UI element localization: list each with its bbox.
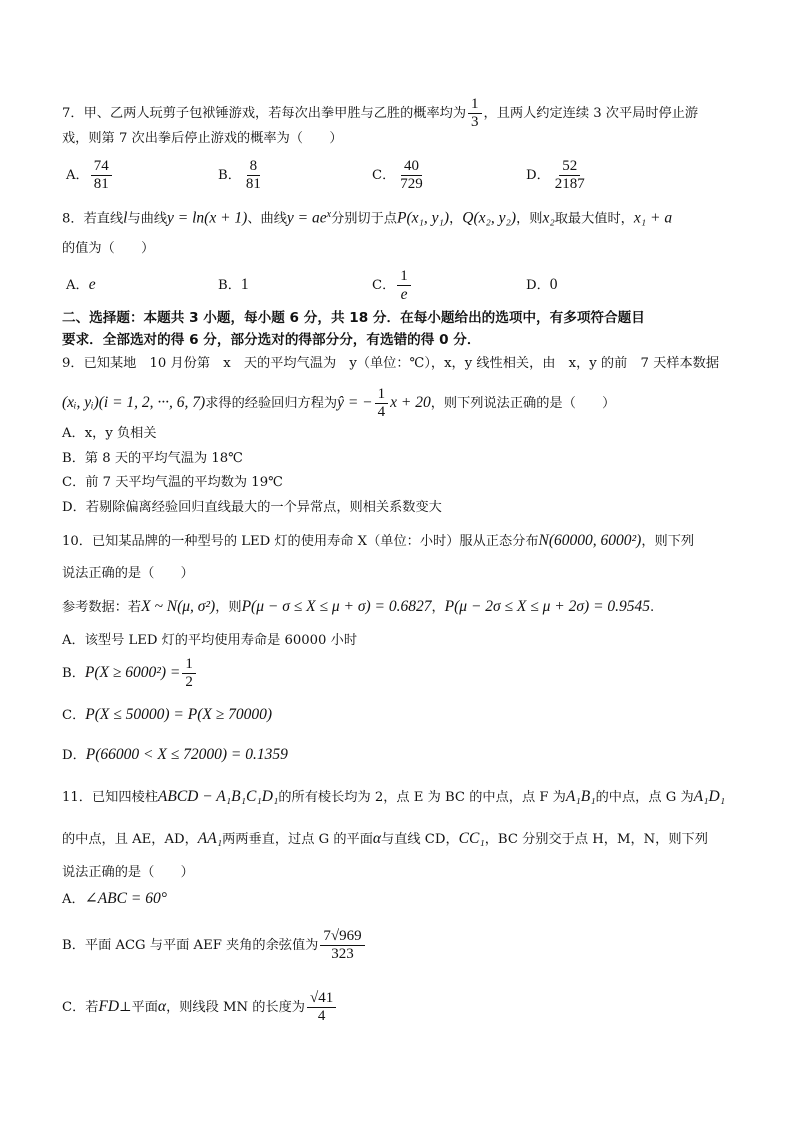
option-label: A． — [62, 892, 85, 907]
q10-text: ，则 — [215, 600, 242, 615]
q9-sample: (xᵢ, yᵢ)(i = 1, 2, ···, 6, 7) — [62, 394, 206, 411]
option-num: 8 — [247, 158, 261, 176]
q8-option-a[interactable] — [66, 276, 96, 295]
q7-option-b[interactable] — [218, 158, 266, 193]
q7-option-a[interactable] — [66, 158, 114, 193]
option-text: ⊥平面 — [119, 1000, 158, 1015]
q7-line-2: 戏，则第 7 次出拳后停止游戏的概率为（ ） — [62, 131, 343, 146]
q10-ref-dist: X ~ N(μ, σ²) — [141, 598, 216, 615]
q9-option-b[interactable]: B．第 8 天的平均气温为 18℃ — [62, 451, 243, 466]
option-expression: P(X ≤ 50000) = P(X ≥ 70000) — [85, 706, 273, 723]
q7-option-d[interactable] — [526, 158, 590, 193]
q7-option-c[interactable] — [372, 158, 428, 193]
q10-text: 10．已知某品牌的一种型号的 LED 灯的使用寿命 X（单位：小时）服从正态分布 — [62, 534, 539, 549]
option-den: 323 — [331, 946, 354, 962]
q9-option-d[interactable]: D．若剔除偏离经验回归直线最大的一个异常点，则相关系数变大 — [62, 500, 442, 515]
q11-line-3: 说法正确的是（ ） — [62, 865, 194, 880]
option-den: 729 — [400, 176, 423, 192]
option-label: C． — [372, 278, 396, 293]
q7-text-a: 7．甲、乙两人玩剪子包袱锤游戏，若每次出拳甲胜与乙胜的概率均为 — [62, 106, 467, 121]
q11-alpha: α — [372, 830, 382, 847]
q9-eq-part: x + 20 — [390, 394, 431, 411]
q7-fraction — [468, 96, 482, 131]
option-fraction — [182, 656, 196, 691]
option-label: C． — [372, 168, 396, 183]
option-text: B．平面 ACG 与平面 AEF 夹角的余弦值为 — [62, 938, 319, 953]
q11-line-2 — [62, 830, 708, 849]
option-den: 81 — [93, 176, 109, 192]
q7-line-1 — [62, 96, 698, 131]
q10-option-d[interactable] — [62, 746, 288, 765]
option-den: 2 — [185, 674, 193, 690]
option-expression: P(X ≥ 6000²) = — [84, 664, 181, 681]
option-fraction — [320, 928, 364, 963]
option-text: C．若 — [62, 1000, 99, 1015]
q8-text: 、曲线 — [247, 211, 287, 227]
q8-option-b[interactable] — [218, 276, 249, 295]
q8-text: ，则 — [516, 211, 543, 227]
q8-text: 与曲线 — [127, 211, 168, 227]
q8-curve-2-exp: x — [326, 209, 332, 220]
option-expression: ∠ABC = 60° — [84, 890, 167, 907]
option-expression: P(66000 < X ≤ 72000) = 0.1359 — [85, 746, 288, 763]
q10-text: . — [650, 600, 655, 615]
section-heading-line-2: 要求．全部选对的得 6 分，部分选对的得部分分，有选错的得 0 分． — [62, 332, 481, 348]
q8-line-1 — [62, 206, 672, 228]
option-num: 7√969 — [320, 928, 364, 946]
q9-eq-fraction — [375, 386, 389, 421]
q8-point-p: P(x₁, y₁) — [397, 209, 450, 227]
q11-option-a[interactable] — [62, 890, 167, 909]
q11-text: 两两垂直，过点 G 的平面 — [222, 832, 373, 847]
q8-line-2: 的值为（ ） — [62, 241, 155, 256]
q9-eq-den: 4 — [377, 404, 386, 420]
q9-option-a[interactable]: A．x，y 负相关 — [62, 426, 157, 441]
option-segment: FD — [98, 998, 120, 1015]
q11-segment: A₁D₁ — [693, 788, 726, 805]
option-fraction — [397, 158, 426, 193]
option-num: 1 — [182, 656, 196, 674]
option-den: 81 — [245, 176, 261, 192]
q10-text: 参考数据：若 — [62, 600, 142, 615]
option-label: D． — [526, 168, 550, 183]
option-value: 1 — [240, 276, 249, 293]
q11-line-1 — [62, 788, 725, 807]
q11-segment: CC₁ — [458, 830, 485, 847]
option-num: 1 — [397, 268, 411, 286]
q9-eq-num: 1 — [375, 386, 389, 404]
q10-text: ， — [431, 600, 445, 615]
option-label: B． — [62, 666, 85, 681]
q10-line-1 — [62, 532, 694, 551]
q11-text: ，BC 分别交于点 H，M，N，则下列 — [484, 832, 708, 847]
q8-x2: x₂ — [542, 209, 555, 227]
q10-reference — [62, 598, 654, 617]
option-label: D． — [62, 748, 86, 763]
q9-line-2 — [62, 386, 615, 421]
q11-option-b[interactable] — [62, 928, 367, 963]
q9-line-1: 9．已知某地 10 月份第 x 天的平均气温为 y（单位：℃），x，y 线性相关，由 x，y 的前 7 天样本数据 — [62, 356, 720, 371]
q8-text: 分别切于点 — [331, 211, 397, 227]
q7-options — [66, 158, 766, 194]
q10-option-b[interactable] — [62, 656, 198, 691]
option-den: 2187 — [554, 176, 585, 192]
option-label: A． — [66, 278, 89, 293]
q11-segment: A₁B₁ — [565, 788, 596, 805]
option-den: e — [400, 286, 408, 303]
q8-point-q: Q(x₂, y₂) — [462, 209, 517, 227]
q11-option-c[interactable] — [62, 990, 338, 1025]
q7-fraction-num: 1 — [468, 96, 482, 114]
q7-fraction-den: 3 — [471, 114, 479, 130]
q8-text: ， — [449, 211, 463, 227]
q7-text-b: ，且两人约定连续 3 次平局时停止游 — [483, 106, 699, 121]
q11-text: 与直线 CD， — [381, 832, 459, 847]
q8-option-d[interactable] — [526, 276, 558, 295]
option-label: B． — [218, 278, 241, 293]
q10-ref-p1: P(μ − σ ≤ X ≤ μ + σ) = 0.6827 — [241, 598, 432, 615]
section-heading-line-1: 二、选择题：本题共 3 小题，每小题 6 分，共 18 分．在每小题给出的选项中，有多项符合题目 — [62, 310, 645, 326]
option-num: 40 — [401, 158, 422, 176]
q9-option-c[interactable]: C．前 7 天平均气温的平均数为 19℃ — [62, 475, 283, 490]
q8-x1-plus-a: x₁ + a — [633, 209, 673, 227]
option-label: C． — [62, 708, 86, 723]
option-label: A． — [66, 168, 89, 183]
option-text: ，则线段 MN 的长度为 — [166, 1000, 305, 1015]
option-label: B． — [218, 168, 241, 183]
q10-option-a[interactable]: A．该型号 LED 灯的平均使用寿命是 60000 小时 — [62, 633, 358, 648]
q9-eq-part: ŷ = − — [337, 394, 373, 411]
option-label: D． — [526, 278, 550, 293]
q11-text: 的中点，点 G 为 — [595, 790, 694, 805]
option-num: 52 — [559, 158, 580, 176]
q10-ref-p2: P(μ − 2σ ≤ X ≤ μ + 2σ) = 0.9545 — [444, 598, 651, 615]
option-value: e — [88, 276, 96, 293]
option-fraction — [243, 158, 264, 193]
q11-text: 11．已知四棱柱 — [62, 790, 158, 805]
option-value: 0 — [549, 276, 558, 293]
q8-line-l: l — [123, 209, 128, 227]
q9-text: ，则下列说法正确的是（ ） — [430, 396, 616, 411]
option-num: 74 — [91, 158, 112, 176]
option-den: 4 — [317, 1008, 326, 1024]
option-fraction — [91, 158, 112, 193]
q8-option-c[interactable] — [372, 268, 413, 303]
option-alpha: α — [157, 998, 167, 1015]
q11-text: 的中点，且 AE，AD， — [62, 832, 198, 847]
q11-text: 的所有棱长均为 2，点 E 为 BC 的中点，点 F 为 — [278, 790, 566, 805]
q8-curve-1: y = ln(x + 1) — [167, 209, 248, 227]
option-num: √41 — [307, 990, 336, 1008]
q8-text: 8．若直线 — [62, 211, 124, 227]
q8-text: 取最大值时， — [554, 211, 634, 227]
q10-distribution: N(60000, 6000²) — [538, 532, 642, 549]
q9-text: 求得的经验回归方程为 — [205, 396, 338, 411]
q8-options — [66, 268, 766, 304]
q10-line-2: 说法正确的是（ ） — [62, 566, 194, 581]
q11-prism: ABCD − A₁B₁C₁D₁ — [157, 788, 279, 805]
option-fraction — [307, 990, 336, 1025]
q11-segment: AA₁ — [197, 830, 223, 847]
q10-text: ，则下列 — [641, 534, 695, 549]
option-fraction — [397, 268, 411, 303]
q8-curve-2: y = ae — [286, 209, 327, 227]
option-fraction — [552, 158, 588, 193]
q10-option-c[interactable] — [62, 706, 272, 725]
